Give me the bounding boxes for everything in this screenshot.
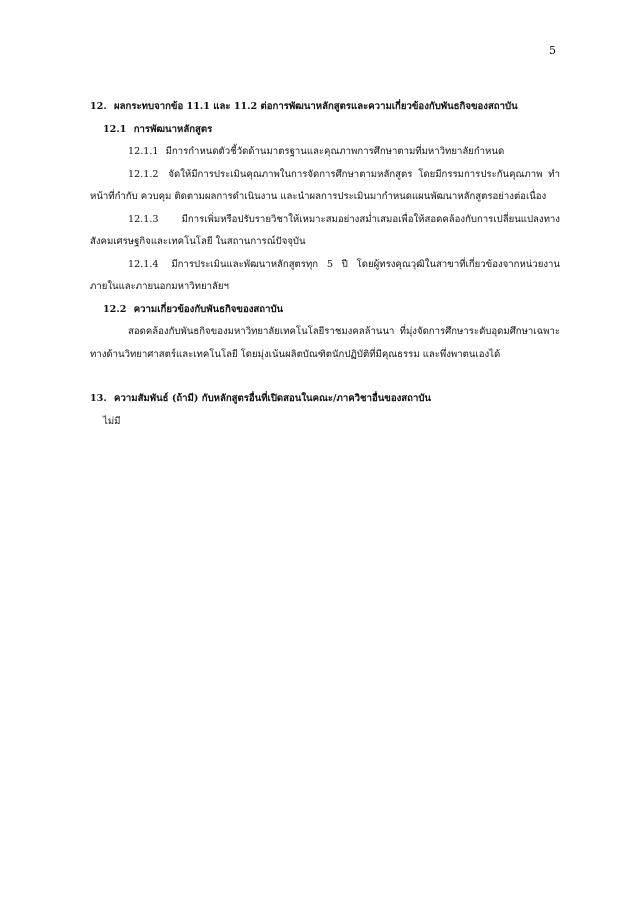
section-gap [90,366,560,388]
subsection-12-2-number: 12.2 [103,303,127,315]
item-number: 12.1.1 [128,146,159,157]
subsection-12-1-title: การพัฒนาหลักสูตร [133,123,213,135]
subsection-12-1-heading [90,119,560,142]
document-body [90,96,560,433]
section-13-number: 13. [90,393,107,404]
subsection-12-1-number: 12.1 [103,123,127,135]
item-text: มีการประเมินและพัฒนาหลักสูตรทุก 5 ปี โดยผู้ทรงคุณวุฒิในสาขาที่เกี่ยวข้องจากหน่วยงานภายในและภายนอกมหาวิทยาลัยฯ [90,258,560,292]
section-12-heading [90,96,560,119]
item-12-1-4 [90,254,560,299]
section-12-number: 12. [90,101,107,112]
item-12-1-1 [90,141,560,164]
item-number: 12.1.2 [128,168,159,180]
section-13-heading [90,388,560,411]
section-13-text: ไม่มี [103,415,121,427]
item-text: มีการกำหนดตัวชี้วัดด้านมาตรฐานและคุณภาพการศึกษาตามที่มหาวิทยาลัยกำหนด [165,146,505,157]
section-13-title: ความสัมพันธ์ (ถ้ามี) กับหลักสูตรอื่นที่เปิดสอนในคณะ/ภาควิชาอื่นของสถาบัน [114,393,431,404]
subsection-12-2-text: สอดคล้องกับพันธกิจของมหาวิทยาลัยเทคโนโลยีราชมงคลล้านนา ที่มุ่งจัดการศึกษาระดับอุดมศึกษาเฉพาะทางด้านวิทยาศาสตร์และเทคโนโลยี โดยมุ่งเน้นผลิตบัณฑิตนักปฏิบัติที่มีคุณธรรม และพึ่งพาตนเองได้ [90,326,560,360]
subsection-12-2-title: ความเกี่ยวข้องกับพันธกิจของสถาบัน [133,303,284,315]
page-number: 5 [549,44,556,57]
item-text: มีการเพิ่มหรือปรับรายวิชาให้เหมาะสมอย่างสม่ำเสมอเพื่อให้สอดคล้องกับการเปลี่ยนแปลงทางสังคมเศรษฐกิจและเทคโนโลยี ในสถานการณ์ปัจจุบัน [90,213,560,247]
subsection-12-2-heading [90,299,560,322]
item-12-1-2 [90,164,560,209]
item-number: 12.1.3 [128,213,159,225]
item-12-1-3 [90,209,560,254]
item-text: จัดให้มีการประเมินคุณภาพในการจัดการศึกษาตามหลักสูตร โดยมีกรรมการประกันคุณภาพ ทำหน้าที่กำกับ ควบคุม ติดตามผลการดำเนินงาน และนำผลการประเมินมากำหนดแผนพัฒนาหลักสูตรอย่างต่อเนื่อง [90,168,560,202]
section-12-title: ผลกระทบจากข้อ 11.1 และ 11.2 ต่อการพัฒนาหลักสูตรและความเกี่ยวข้องกับพันธกิจของสถาบัน [114,101,518,112]
item-number: 12.1.4 [128,258,159,270]
